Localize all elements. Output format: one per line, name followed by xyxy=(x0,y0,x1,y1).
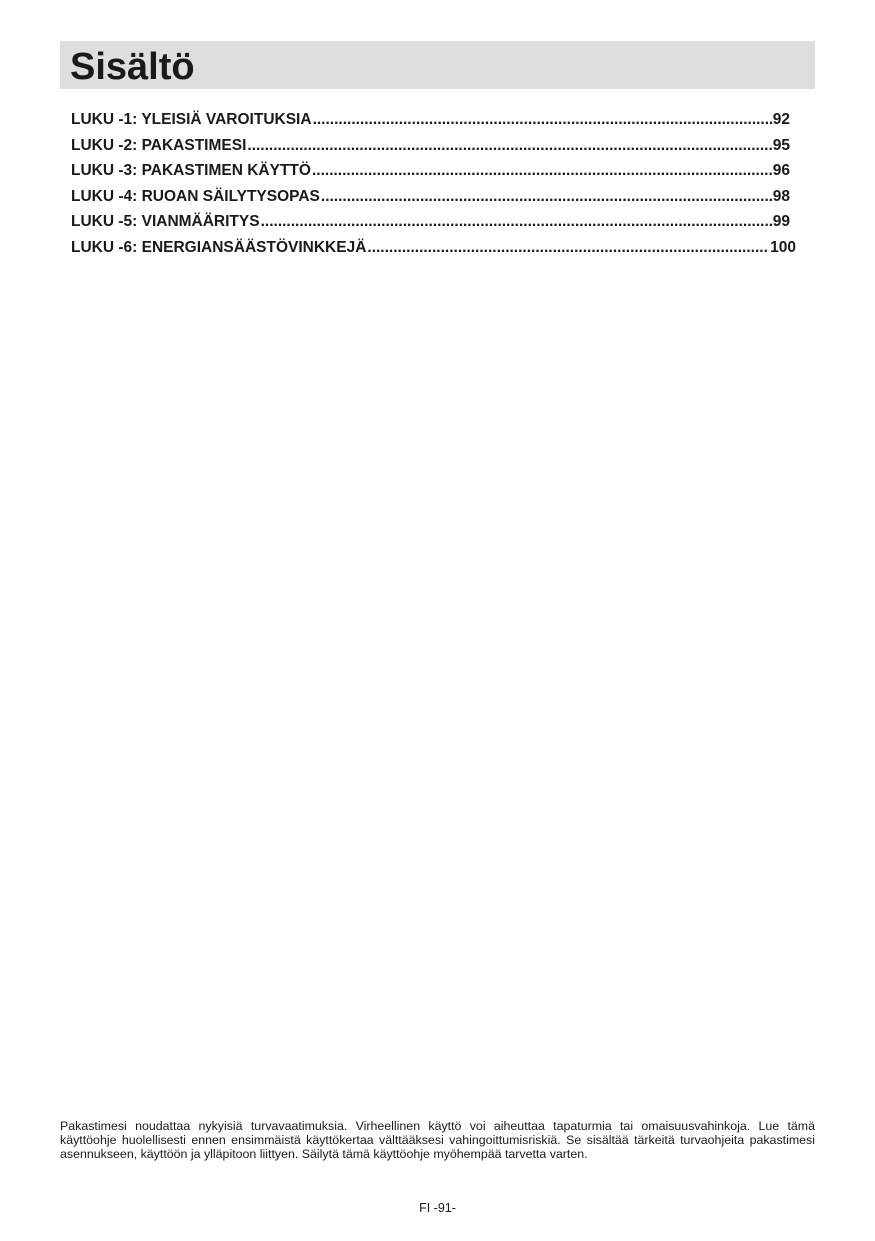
toc-entry[interactable] xyxy=(71,235,796,261)
toc-entry-page: 92 xyxy=(772,111,790,128)
toc-entry-page: 96 xyxy=(772,162,790,180)
toc-entry[interactable] xyxy=(71,209,790,235)
toc-entry-page: 100 xyxy=(770,238,796,256)
toc-dot-leader xyxy=(313,107,772,133)
toc-entry-label: LUKU -4: RUOAN SÄILYTYSOPAS xyxy=(71,187,320,205)
toc-entry-label: LUKU -3: PAKASTIMEN KÄYTTÖ xyxy=(71,162,311,180)
intro-paragraph: Pakastimesi noudattaa nykyisiä turvavaatimuksia. Virheellinen käyttö voi aiheuttaa tapaturmia tai omaisuusvahinkoja. Lue tämä käyttöohje huolellisesti ennen ensimmäistä käyttökertaa välttääksesi vahingoittumisriskiä. Se sisältää tärkeitä turvaohjeita pakastimesi asennukseen, käyttöön ja ylläpitoon liittyen. Säilytä tämä käyttöohje myöhempää tarvetta varten. xyxy=(60,1119,815,1162)
toc-entry-label: LUKU -2: PAKASTIMESI xyxy=(71,136,247,154)
toc-dot-leader xyxy=(321,184,772,210)
toc-entry-label: LUKU -5: VIANMÄÄRITYS xyxy=(71,213,260,231)
toc-entry-page: 98 xyxy=(772,187,790,205)
toc-dot-leader xyxy=(261,209,772,235)
page-title: Sisältö xyxy=(70,46,195,88)
toc-entry[interactable] xyxy=(71,107,790,133)
toc-entry-label: LUKU -1: YLEISIÄ VAROITUKSIA xyxy=(71,111,312,128)
toc-entry-page: 95 xyxy=(772,136,790,154)
page-number-footer: FI -91- xyxy=(419,1201,456,1215)
toc-entry-label: LUKU -6: ENERGIANSÄÄSTÖVINKKEJÄ xyxy=(71,238,367,256)
toc-entry-page: 99 xyxy=(772,213,790,231)
title-bar xyxy=(60,41,815,89)
toc-dot-leader xyxy=(367,235,769,261)
toc-entry[interactable] xyxy=(71,158,790,184)
toc-dot-leader xyxy=(247,133,771,159)
toc-entry[interactable] xyxy=(71,133,790,159)
toc-dot-leader xyxy=(312,158,772,184)
table-of-contents xyxy=(71,107,796,261)
toc-entry[interactable] xyxy=(71,184,790,210)
